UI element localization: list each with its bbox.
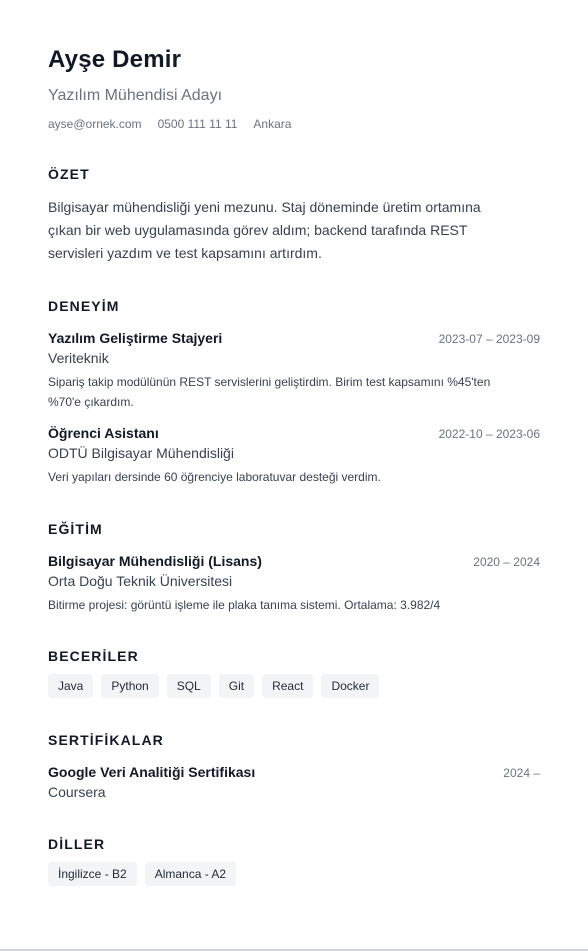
skill-tag: SQL xyxy=(167,674,211,698)
section-title-experience: DENEYİM xyxy=(48,298,120,314)
certificate-name: Google Veri Analitiği Sertifikası xyxy=(48,764,256,780)
section-title-certificates: SERTİFİKALAR xyxy=(48,732,164,748)
experience-dates: 2022-10 – 2023-06 xyxy=(438,427,540,441)
education-school: Orta Doğu Teknik Üniversitesi xyxy=(48,573,233,589)
person-name: Ayşe Demir xyxy=(48,46,182,73)
skill-tag: Git xyxy=(219,674,254,698)
summary-line: Bilgisayar mühendisliği yeni mezunu. Staj döneminde üretim ortamına xyxy=(48,199,481,215)
experience-company: ODTÜ Bilgisayar Mühendisliği xyxy=(48,445,234,461)
description-line: %70'e çıkardım. xyxy=(48,395,134,409)
skill-tag: Docker xyxy=(321,674,379,698)
section-title-education: EĞİTİM xyxy=(48,521,103,537)
section-title-skills: BECERİLER xyxy=(48,648,139,664)
phone-text: 0500 111 11 11 xyxy=(157,117,238,131)
email-text: ayse@ornek.com xyxy=(48,117,142,131)
summary-line: çıkan bir web uygulamasında görev aldım; backend tarafında REST xyxy=(48,222,468,238)
skills-list xyxy=(48,674,379,698)
description-line: Sipariş takip modülünün REST servislerini geliştirdim. Birim test kapsamını %45'ten xyxy=(48,375,491,389)
languages-list xyxy=(48,862,236,886)
experience-company: Veriteknik xyxy=(48,350,109,366)
contact-info xyxy=(48,117,291,131)
city-text: Ankara xyxy=(253,117,292,131)
skill-tag: React xyxy=(262,674,313,698)
certificate-dates: 2024 – xyxy=(503,766,540,780)
section-title-languages: DİLLER xyxy=(48,836,106,852)
experience-description xyxy=(48,467,528,487)
skill-tag: Python xyxy=(101,674,158,698)
education-degree: Bilgisayar Mühendisliği (Lisans) xyxy=(48,553,262,569)
experience-position: Öğrenci Asistanı xyxy=(48,425,159,441)
experience-dates: 2023-07 – 2023-09 xyxy=(438,332,540,346)
job-title: Yazılım Mühendisi Adayı xyxy=(48,87,223,104)
language-tag: Almanca - A2 xyxy=(145,862,236,886)
summary-text xyxy=(48,196,516,265)
certificate-issuer: Coursera xyxy=(48,784,106,800)
language-tag: İngilizce - B2 xyxy=(48,862,137,886)
description-line: Veri yapıları dersinde 60 öğrenciye laboratuvar desteği verdim. xyxy=(48,470,381,484)
education-description: Bitirme projesi: görüntü işleme ile plaka tanıma sistemi. Ortalama: 3.982/4 xyxy=(48,598,441,612)
experience-position: Yazılım Geliştirme Stajyeri xyxy=(48,330,223,346)
skill-tag: Java xyxy=(48,674,93,698)
education-dates: 2020 – 2024 xyxy=(473,555,540,569)
section-title-summary: ÖZET xyxy=(48,166,90,182)
experience-description xyxy=(48,372,528,412)
summary-line: servisleri yazdım ve test kapsamını artırdım. xyxy=(48,245,322,261)
